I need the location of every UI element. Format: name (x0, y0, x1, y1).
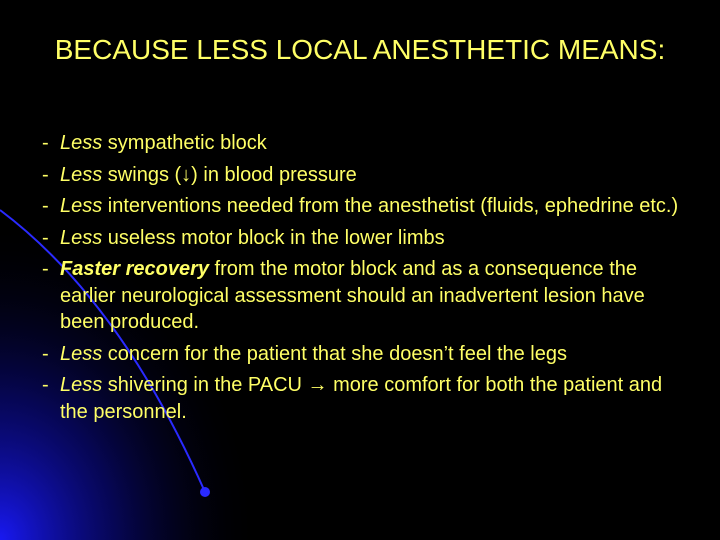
list-item (42, 130, 692, 157)
bullet-marker: - (42, 195, 49, 217)
bullet-text: interventions needed from the anesthetist (fluids, ephedrine etc.) (102, 195, 679, 217)
bullet-marker: - (42, 163, 49, 186)
list-item (42, 225, 692, 252)
bullet-text: shivering in the PACU → more comfort for both the patient and the personnel. (60, 374, 663, 423)
list-item (42, 341, 692, 368)
list-item (42, 162, 692, 189)
bullet-marker: - (42, 226, 49, 249)
bullet-lead: Faster recovery (60, 258, 209, 280)
list-item (42, 256, 692, 336)
bullet-marker: - (42, 342, 49, 365)
bullet-lead: Less (60, 342, 103, 365)
bullet-text-end: ) in blood pressure (191, 163, 357, 186)
bullet-marker: - (42, 258, 49, 280)
bullet-marker: - (42, 132, 49, 154)
slide-title: BECAUSE LESS LOCAL ANESTHETIC MEANS: (54, 34, 666, 65)
bullet-text: swings ( (102, 163, 182, 186)
curve-dot (200, 487, 210, 497)
bullet-text: concern for the patient that she doesn’t feel the legs (102, 342, 567, 365)
list-item (42, 193, 692, 220)
down-arrow-icon: ↓ (181, 163, 192, 186)
bullet-lead: Less (60, 195, 103, 217)
list-item (42, 372, 692, 425)
bullet-lead: Less (60, 163, 103, 186)
bullet-list (42, 130, 692, 430)
bullet-lead: Less (60, 374, 103, 396)
bullet-text: sympathetic block (102, 132, 267, 154)
bullet-marker: - (42, 374, 49, 396)
bullet-lead: Less (60, 132, 103, 154)
bullet-lead: Less (60, 226, 103, 249)
bullet-text: from the motor block and as a consequence the earlier neurological assessment should an inadvertent lesion have been produced. (60, 258, 645, 333)
bullet-text: useless motor block in the lower limbs (102, 226, 445, 249)
